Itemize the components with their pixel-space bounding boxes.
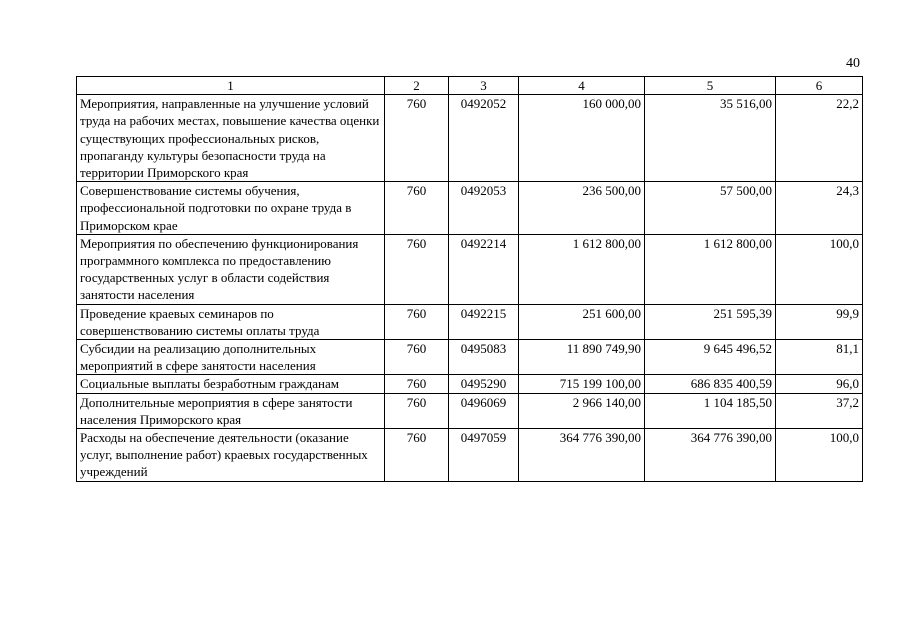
row-percent-cell: 99,9: [776, 304, 863, 339]
column-header-1: 1: [77, 77, 385, 95]
row-admin-code-cell: 760: [385, 95, 449, 182]
row-target-code-cell: 0497059: [449, 429, 519, 482]
row-target-code-cell: 0495290: [449, 375, 519, 393]
row-admin-code-cell: 760: [385, 393, 449, 428]
column-header-4: 4: [519, 77, 645, 95]
row-admin-code-cell: 760: [385, 340, 449, 375]
row-actual-cell: 686 835 400,59: [645, 375, 776, 393]
table-row: [77, 340, 863, 375]
row-admin-code-cell: 760: [385, 182, 449, 235]
row-target-code-cell: 0495083: [449, 340, 519, 375]
row-plan-cell: 2 966 140,00: [519, 393, 645, 428]
column-header-6: 6: [776, 77, 863, 95]
row-name-cell: Мероприятия по обеспечению функционирования программного комплекса по предоставлению государственных услуг в области содействия занятости населения: [77, 234, 385, 304]
table-header-row: [77, 77, 863, 95]
row-target-code-cell: 0492215: [449, 304, 519, 339]
row-percent-cell: 81,1: [776, 340, 863, 375]
page-number: 40: [846, 56, 860, 71]
budget-table: [76, 76, 863, 482]
table-row: [77, 375, 863, 393]
row-target-code-cell: 0496069: [449, 393, 519, 428]
row-name-cell: Расходы на обеспечение деятельности (оказание услуг, выполнение работ) краевых государственных учреждений: [77, 429, 385, 482]
table-row: [77, 95, 863, 182]
row-name-cell: Совершенствование системы обучения, профессиональной подготовки по охране труда в Приморском крае: [77, 182, 385, 235]
row-name-cell: Социальные выплаты безработным гражданам: [77, 375, 385, 393]
row-target-code-cell: 0492052: [449, 95, 519, 182]
table-row: [77, 429, 863, 482]
row-name-cell: Проведение краевых семинаров по совершенствованию системы оплаты труда: [77, 304, 385, 339]
row-plan-cell: 11 890 749,90: [519, 340, 645, 375]
table-row: [77, 234, 863, 304]
row-percent-cell: 100,0: [776, 429, 863, 482]
row-actual-cell: 9 645 496,52: [645, 340, 776, 375]
row-actual-cell: 57 500,00: [645, 182, 776, 235]
row-actual-cell: 1 612 800,00: [645, 234, 776, 304]
row-percent-cell: 100,0: [776, 234, 863, 304]
row-plan-cell: 715 199 100,00: [519, 375, 645, 393]
row-name-cell: Мероприятия, направленные на улучшение условий труда на рабочих местах, повышение качества оценки существующих профессиональных рисков, пропаганду культуры безопасности труда на территории Приморского края: [77, 95, 385, 182]
row-actual-cell: 251 595,39: [645, 304, 776, 339]
row-percent-cell: 96,0: [776, 375, 863, 393]
row-admin-code-cell: 760: [385, 429, 449, 482]
row-percent-cell: 22,2: [776, 95, 863, 182]
row-admin-code-cell: 760: [385, 304, 449, 339]
row-admin-code-cell: 760: [385, 234, 449, 304]
row-target-code-cell: 0492214: [449, 234, 519, 304]
row-target-code-cell: 0492053: [449, 182, 519, 235]
row-plan-cell: 160 000,00: [519, 95, 645, 182]
row-actual-cell: 35 516,00: [645, 95, 776, 182]
row-percent-cell: 37,2: [776, 393, 863, 428]
row-actual-cell: 364 776 390,00: [645, 429, 776, 482]
column-header-3: 3: [449, 77, 519, 95]
table-row: [77, 304, 863, 339]
row-admin-code-cell: 760: [385, 375, 449, 393]
column-header-5: 5: [645, 77, 776, 95]
table-row: [77, 393, 863, 428]
row-plan-cell: 1 612 800,00: [519, 234, 645, 304]
row-name-cell: Дополнительные мероприятия в сфере занятости населения Приморского края: [77, 393, 385, 428]
column-header-2: 2: [385, 77, 449, 95]
row-actual-cell: 1 104 185,50: [645, 393, 776, 428]
table-row: [77, 182, 863, 235]
row-plan-cell: 364 776 390,00: [519, 429, 645, 482]
row-plan-cell: 236 500,00: [519, 182, 645, 235]
row-name-cell: Субсидии на реализацию дополнительных мероприятий в сфере занятости населения: [77, 340, 385, 375]
row-percent-cell: 24,3: [776, 182, 863, 235]
row-plan-cell: 251 600,00: [519, 304, 645, 339]
